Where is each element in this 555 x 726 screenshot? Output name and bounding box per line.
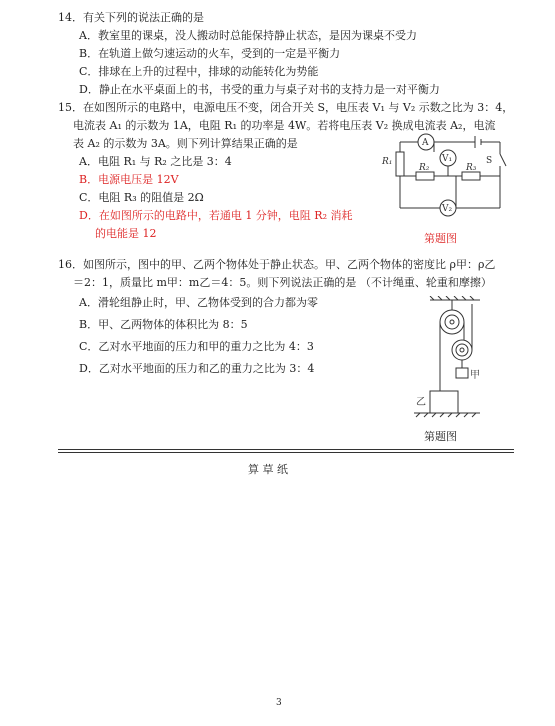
object-yi-label: 乙 xyxy=(416,397,426,408)
q16-option-d: D．乙对水平地面的压力和乙的重力之比为 3：4 xyxy=(79,362,315,375)
resistor-r1-label: R₁ xyxy=(382,157,393,167)
section-divider-top xyxy=(58,449,514,450)
q14-option-d: D．静止在水平桌面上的书，书受的重力与桌子对书的支持力是一对平衡力 xyxy=(79,83,440,96)
voltmeter-v2-label: V₂ xyxy=(442,204,453,214)
q15-stem-line1: 15．在如图所示的电路中，电源电压不变，闭合开关 S，电压表 V₁ 与 V₂ 示数之比为 3：4， xyxy=(58,101,514,114)
page-number: 3 xyxy=(276,698,282,708)
q15-option-d-line1: D．在如图所示的电路中，若通电 1 分钟，电阻 R₂ 消耗 xyxy=(79,209,353,222)
voltmeter-v1-label: V₁ xyxy=(442,154,453,164)
resistor-r3-label: R₃ xyxy=(466,163,477,173)
q16-option-c: C．乙对水平地面的压力和甲的重力之比为 4：3 xyxy=(79,340,314,353)
pulley-diagram xyxy=(410,296,500,426)
q14-option-a: A．教室里的课桌，没人搬动时总能保持静止状态，是因为课桌不受力 xyxy=(79,29,417,42)
q15-figure-caption: 第题图 xyxy=(424,232,457,245)
q16-option-b: B．甲、乙两物体的体积比为 8：5 xyxy=(79,318,248,331)
ammeter-label: A xyxy=(422,138,429,148)
q15-stem-line2: 电流表 A₁ 的示数为 1A，电阻 R₁ 的功率是 4W。若将电压表 V₂ 换成电流表 A₂，电流 xyxy=(73,119,496,132)
q16-figure-caption: 第题图 xyxy=(424,430,457,443)
q16-stem-line1: 16．如图所示，图中的甲、乙两个物体处于静止状态。甲、乙两个物体的密度比 ρ甲：ρ乙 xyxy=(58,258,496,271)
q16-stem-line2: ＝2：1，质量比 m甲：m乙＝4：5。则下列说法正确的是 （不计绳重、轮重和摩擦） xyxy=(73,276,492,289)
q14-stem: 14．有关下列的说法正确的是 xyxy=(58,11,204,24)
resistor-r2-label: R₂ xyxy=(419,163,430,173)
draft-paper-title: 算 草 纸 xyxy=(248,463,288,476)
q16-option-a: A．滑轮组静止时，甲、乙物体受到的合力都为零 xyxy=(79,296,318,309)
q15-option-a: A．电阻 R₁ 与 R₂ 之比是 3：4 xyxy=(79,155,232,168)
circuit-diagram xyxy=(378,130,518,225)
switch-label: S xyxy=(486,156,493,166)
q15-stem-line3: 表 A₂ 的示数为 3A。则下列计算结果正确的是 xyxy=(73,137,298,150)
q15-option-b: B．电源电压是 12V xyxy=(79,173,179,186)
section-divider-bottom xyxy=(58,452,514,453)
q14-option-b: B．在轨道上做匀速运动的火车，受到的一定是平衡力 xyxy=(79,47,341,60)
q14-option-c: C．排球在上升的过程中，排球的动能转化为势能 xyxy=(79,65,319,78)
q15-option-c: C．电阻 R₃ 的阻值是 2Ω xyxy=(79,191,204,204)
object-jia-label: 甲 xyxy=(470,370,480,381)
q15-option-d-line2: 的电能是 12 xyxy=(95,227,157,240)
